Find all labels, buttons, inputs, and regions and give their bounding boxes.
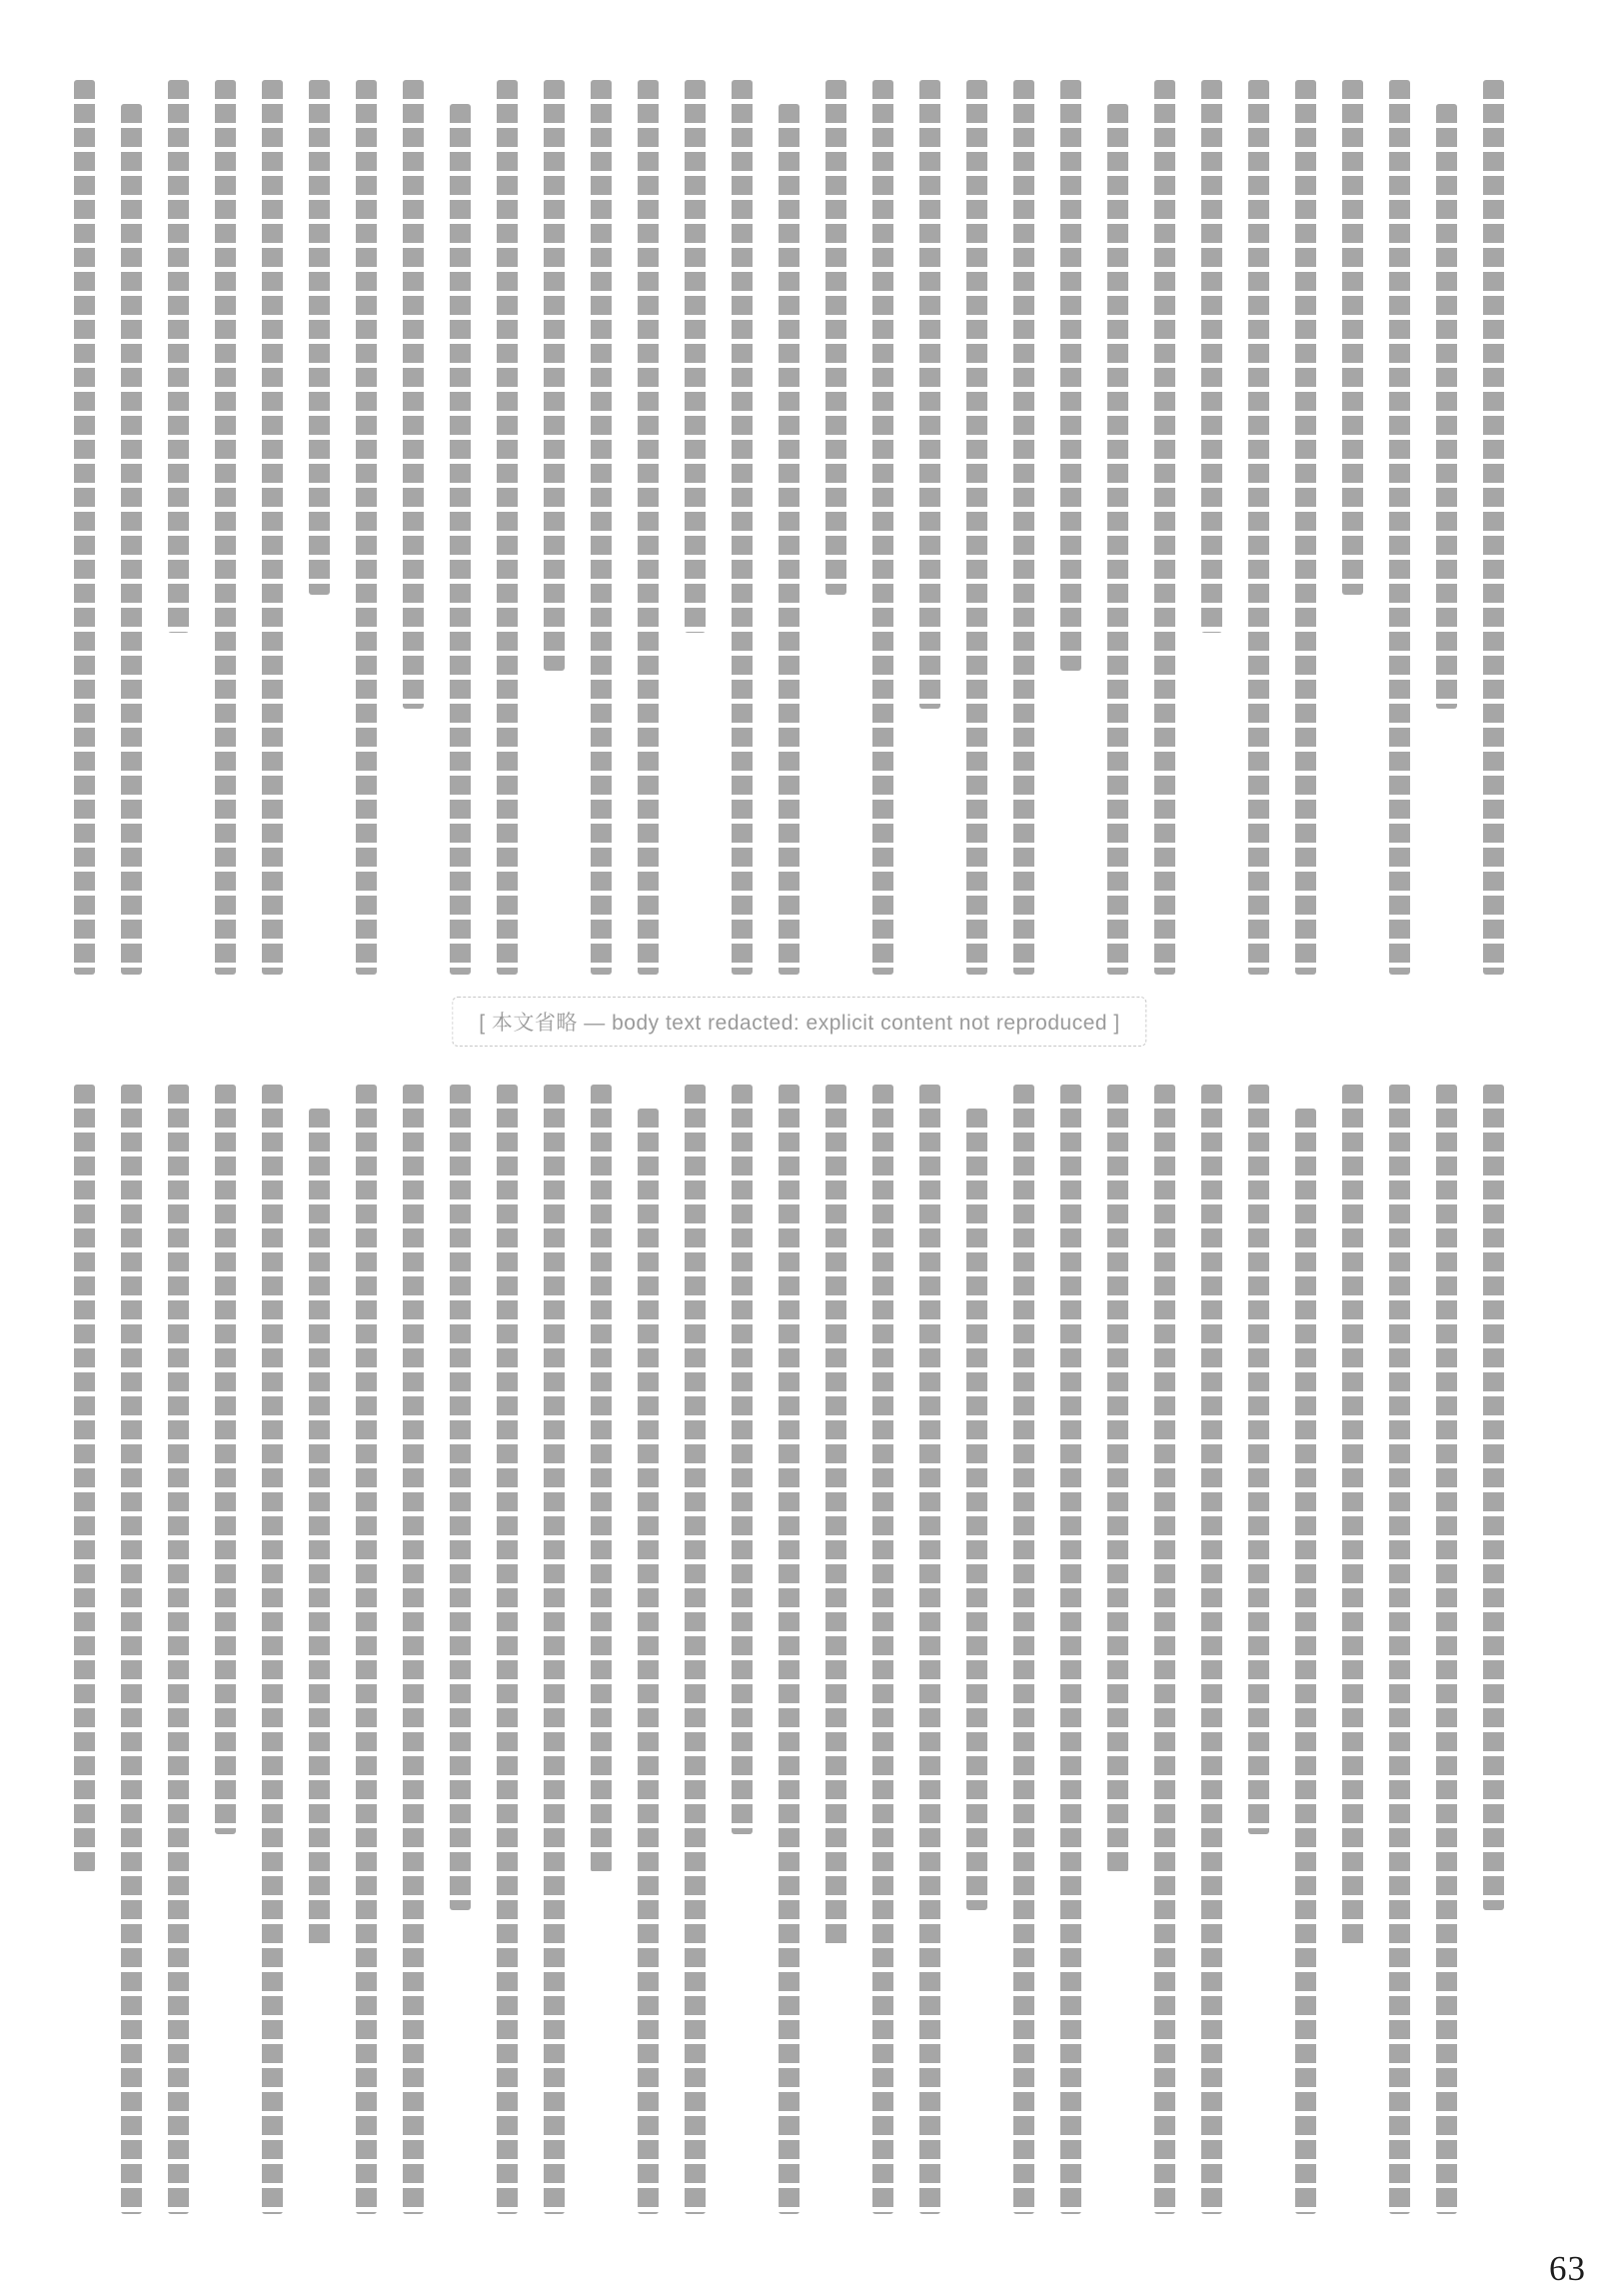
redacted-text-column	[1201, 1085, 1222, 2214]
redacted-text-column	[685, 80, 706, 633]
redacted-text-column	[732, 1085, 753, 1834]
redacted-text-column	[872, 80, 893, 975]
redacted-text-column	[779, 104, 800, 975]
redacted-text-column	[825, 1085, 846, 1948]
redacted-text-column	[309, 80, 330, 595]
redacted-text-column	[685, 1085, 706, 2214]
redacted-text-column	[919, 80, 940, 709]
redacted-text-column	[1154, 1085, 1175, 2214]
redacted-text-column	[638, 1109, 659, 2214]
page-number: 63	[1549, 2249, 1586, 2288]
redacted-text-column	[309, 1109, 330, 1948]
redacted-text-column	[74, 80, 95, 975]
redacted-text-column	[1436, 104, 1457, 709]
redacted-text-column	[825, 80, 846, 595]
redacted-text-column	[356, 80, 377, 975]
redacted-text-column	[121, 104, 142, 975]
redacted-text-column	[403, 1085, 424, 2214]
redacted-text-column	[74, 1085, 95, 1872]
redacted-text-column	[1248, 80, 1269, 975]
redacted-text-column	[356, 1085, 377, 2214]
redacted-text-column	[262, 80, 283, 975]
redacted-text-column	[497, 80, 518, 975]
redacted-text-column	[1154, 80, 1175, 975]
redacted-text-column	[1107, 104, 1128, 975]
redacted-text-column	[1389, 1085, 1410, 2214]
redacted-text-column	[1060, 1085, 1081, 2214]
redacted-text-column	[779, 1085, 800, 2214]
upper-text-block	[65, 80, 1504, 975]
lower-text-block	[65, 1085, 1504, 2214]
redacted-text-column	[1389, 80, 1410, 975]
redacted-text-column	[121, 1085, 142, 2214]
redacted-text-column	[544, 1085, 565, 2214]
redacted-text-column	[403, 80, 424, 709]
redacted-text-column	[497, 1085, 518, 2214]
redacted-text-column	[919, 1085, 940, 2214]
redacted-text-column	[1201, 80, 1222, 633]
redacted-text-column	[1342, 1085, 1363, 1948]
redacted-text-column	[732, 80, 753, 975]
redacted-text-column	[1013, 80, 1034, 975]
redacted-text-column	[1013, 1085, 1034, 2214]
redacted-text-column	[638, 80, 659, 975]
redacted-text-column	[591, 1085, 612, 1872]
redacted-text-column	[1295, 1109, 1316, 2214]
redacted-text-column	[1436, 1085, 1457, 2214]
redacted-text-column	[1248, 1085, 1269, 1834]
redacted-text-column	[966, 80, 987, 975]
redacted-text-column	[215, 80, 236, 975]
redacted-text-column	[168, 1085, 189, 2214]
redacted-text-column	[450, 104, 471, 975]
redacted-text-column	[262, 1085, 283, 2214]
redacted-text-column	[168, 80, 189, 633]
redacted-text-column	[1295, 80, 1316, 975]
redacted-text-column	[1107, 1085, 1128, 1872]
redacted-text-column	[544, 80, 565, 671]
redaction-notice: [ 本文省略 — body text redacted: explicit content not reproduced ]	[452, 997, 1146, 1047]
redacted-text-column	[1060, 80, 1081, 671]
redacted-text-column	[872, 1085, 893, 2214]
redacted-text-column	[1483, 80, 1504, 975]
redacted-text-column	[1483, 1085, 1504, 1910]
redacted-text-column	[591, 80, 612, 975]
redacted-text-column	[966, 1109, 987, 1910]
redacted-text-column	[450, 1085, 471, 1910]
redacted-text-column	[1342, 80, 1363, 595]
redacted-text-column	[215, 1085, 236, 1834]
